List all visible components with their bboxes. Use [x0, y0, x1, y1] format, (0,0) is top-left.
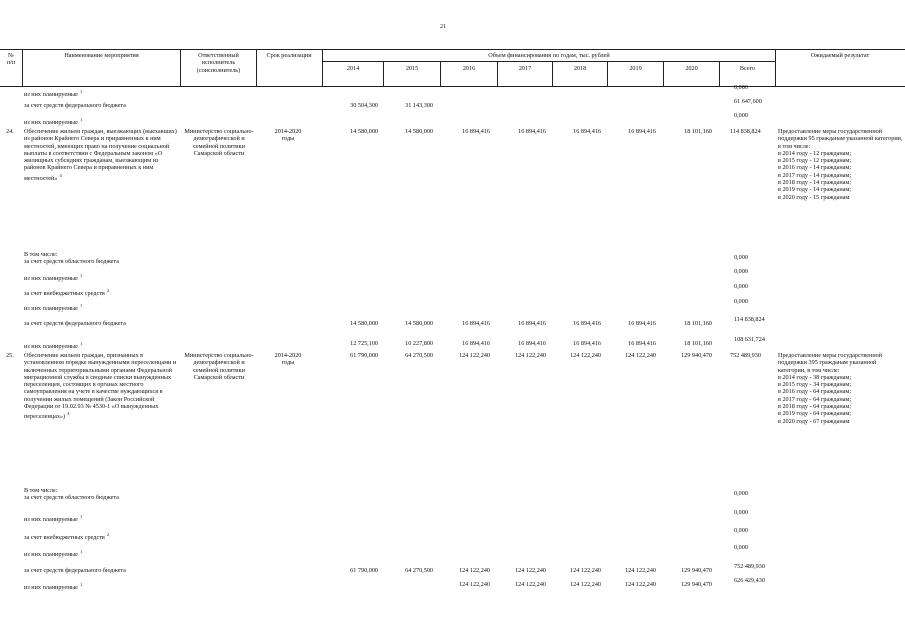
row-label: из них планируемые $^1$ [24, 303, 83, 313]
total-cell: 0,000 [734, 254, 748, 261]
value-cell: 16 894,416 [462, 340, 490, 347]
expected-result: Предоставление меры государственной поддержки 95 гражданам указанной категории, в том числе: в 2014 году - 12 гражданам; в 2015 году - 12 гражданам; в 2016 году - 14 гражданам; в 2017 году - 14 гражданам; в 2018 году - 14 гражданам; в 2019 году - 14 гражданам; в 2020 году - 15 гражданам [778, 128, 903, 201]
header-responsible: Ответственный исполнитель (соисполнитель) [196, 52, 241, 74]
total-cell: 0,000 [734, 84, 748, 91]
row-number: 25. [6, 352, 14, 359]
header-year: 2016 [462, 65, 476, 72]
total-cell: 626 429,430 [734, 577, 765, 584]
row-label: из них планируемые $^1$ [24, 341, 83, 351]
footnote-marker: 1 [79, 341, 83, 346]
value-cell: 64 270,500 [405, 352, 433, 359]
value-cell: 16 894,416 [573, 340, 601, 347]
value-cell: 16 894,416 [518, 320, 546, 327]
value-cell: 18 101,160 [684, 340, 712, 347]
value-cell: 16 894,416 [518, 128, 546, 135]
footnote-marker: 4 [67, 411, 70, 417]
header-year-total: Всего [739, 65, 756, 72]
header-bottom-line [0, 86, 905, 87]
row-number: 24. [6, 128, 14, 135]
header-term: Срок реализации [266, 52, 312, 59]
activity-name: Обеспечение жильем граждан, признанных в установленном порядке вынужденными переселенцами и включенных территориальными органами Федеральной миграционной службы в сводные списки вынужденных переселенцев, состоящих в органах местного самоуправления на учете в качестве нуждающихся в получении жилых помещений (Закон Российской Федерации от 19.02.93 № 4530-1 «О вынужденных переселенцах») $^4$ [24, 352, 177, 421]
vline [180, 49, 181, 86]
footnote-marker: 1 [79, 89, 83, 94]
header-year: 2015 [405, 65, 419, 72]
total-cell: 61 647,600 [734, 98, 762, 105]
row-label: за счет средств областного бюджета [24, 494, 119, 501]
value-cell: 129 940,470 [681, 352, 712, 359]
row-label: из них планируемые $^1$ [24, 582, 83, 592]
footnote-marker: 2 [106, 532, 110, 537]
total-cell: 752 489,930 [734, 563, 765, 570]
row-label: за счет средств федерального бюджета [24, 320, 126, 327]
footnote-marker: 1 [79, 514, 83, 519]
row-label: за счет средств областного бюджета [24, 258, 119, 265]
header-funding: Объем финансирования по годам, тыс. рублей [488, 52, 610, 59]
value-cell: 124 122,240 [459, 581, 490, 588]
responsible-executor: Министерство социально-демографической и семейной политики Самарской области [184, 128, 254, 157]
value-cell: 129 940,470 [681, 567, 712, 574]
footnote-marker: 1 [79, 549, 83, 554]
total-cell: 114 838,824 [734, 316, 765, 323]
implementation-term: 2014-2020 годы [274, 128, 302, 143]
value-cell: 16 894,416 [462, 320, 490, 327]
footnote-marker: 2 [106, 288, 110, 293]
row-label: из них планируемые $^1$ [24, 273, 83, 283]
value-cell: 30 504,300 [350, 102, 378, 109]
footnote-marker: 4 [59, 172, 62, 178]
total-cell: 0,000 [734, 298, 748, 305]
value-cell: 16 894,416 [462, 128, 490, 135]
value-cell: 124 122,240 [625, 581, 656, 588]
value-cell: 16 894,416 [573, 128, 601, 135]
total-cell: 114 838,824 [730, 128, 761, 135]
total-cell: 0,000 [734, 490, 748, 497]
value-cell: 124 122,240 [515, 567, 546, 574]
row-label: за счет внебюджетных средств $^2$ [24, 532, 110, 542]
value-cell: 124 122,240 [570, 352, 601, 359]
header-year: 2018 [573, 65, 587, 72]
value-cell: 14 580,000 [405, 320, 433, 327]
vline [775, 49, 776, 86]
value-cell: 16 894,416 [628, 128, 656, 135]
value-cell: 61 790,000 [350, 567, 378, 574]
row-label: из них планируемые $^1$ [24, 117, 83, 127]
total-cell: 752 489,930 [730, 352, 761, 359]
row-label: из них планируемые $^1$ [24, 514, 83, 524]
footnote-marker: 1 [79, 117, 83, 122]
total-cell: 0,000 [734, 509, 748, 516]
value-cell: 16 894,416 [573, 320, 601, 327]
row-label: за счет средств федерального бюджета [24, 102, 126, 109]
value-cell: 61 790,000 [350, 352, 378, 359]
implementation-term: 2014-2020 годы [274, 352, 302, 367]
header-name: Наименование мероприятия [64, 52, 139, 59]
total-cell: 0,000 [734, 544, 748, 551]
header-year: 2017 [518, 65, 532, 72]
value-cell: 18 101,160 [684, 128, 712, 135]
header-year: 2019 [629, 65, 642, 72]
total-cell: 108 631,724 [734, 336, 765, 343]
value-cell: 31 143,300 [405, 102, 433, 109]
header-number: № п/п [6, 52, 16, 67]
row-label: из них планируемые $^1$ [24, 89, 83, 99]
row-label: из них планируемые $^1$ [24, 549, 83, 559]
value-cell: 124 122,240 [459, 567, 490, 574]
value-cell: 124 122,240 [459, 352, 490, 359]
header-year: 2014 [346, 65, 360, 72]
value-cell: 64 270,500 [405, 567, 433, 574]
value-cell: 124 122,240 [515, 352, 546, 359]
responsible-executor: Министерство социально-демографической и семейной политики Самарской области [184, 352, 254, 381]
footnote-marker: 1 [79, 303, 83, 308]
row-label: за счет внебюджетных средств $^2$ [24, 288, 110, 298]
activity-name: Обеспечение жильем граждан, выезжающих (выехавших) из районов Крайнего Севера и приравненных к ним местностей, имеющих право на получение социальной выплаты в соответствии с Федеральным законом «О жилищных субсидиях гражданам, выезжающим из районов Крайнего Севера и приравненных к ним местностей» $^4$ [24, 128, 177, 182]
value-cell: 10 227,800 [405, 340, 433, 347]
value-cell: 14 580,000 [405, 128, 433, 135]
page-number: 21 [440, 24, 446, 30]
value-cell: 124 122,240 [625, 352, 656, 359]
value-cell: 124 122,240 [570, 581, 601, 588]
value-cell: 14 580,000 [350, 320, 378, 327]
footnote-marker: 1 [79, 273, 83, 278]
total-cell: 0,000 [734, 112, 748, 119]
footnote-marker: 1 [79, 582, 83, 587]
row-label: за счет средств федерального бюджета [24, 567, 126, 574]
value-cell: 16 894,416 [628, 320, 656, 327]
value-cell: 16 894,416 [628, 340, 656, 347]
value-cell: 124 122,240 [515, 581, 546, 588]
row-label: В том числе: [24, 251, 58, 258]
value-cell: 12 725,100 [350, 340, 378, 347]
expected-result: Предоставление меры государственной поддержки 395 гражданам указанной категории, в том числе: в 2014 году - 38 гражданам; в 2015 году - 34 гражданам; в 2016 году - 64 гражданам; в 2017 году - 64 гражданам; в 2018 году - 64 гражданам; в 2019 году - 64 гражданам; в 2020 году - 67 гражданам [778, 352, 883, 425]
header-mid-line [322, 61, 775, 62]
value-cell: 124 122,240 [625, 567, 656, 574]
header-result: Ожидаемый результат [810, 52, 870, 59]
total-cell: 0,000 [734, 283, 748, 290]
value-cell: 129 940,470 [681, 581, 712, 588]
value-cell: 124 122,240 [570, 567, 601, 574]
row-label: В том числе: [24, 487, 58, 494]
value-cell: 18 101,160 [684, 320, 712, 327]
vline [22, 49, 23, 86]
value-cell: 16 894,416 [518, 340, 546, 347]
total-cell: 0,000 [734, 268, 748, 275]
value-cell: 14 580,000 [350, 128, 378, 135]
header-top-line [0, 49, 905, 50]
total-cell: 0,000 [734, 527, 748, 534]
header-year: 2020 [685, 65, 698, 72]
